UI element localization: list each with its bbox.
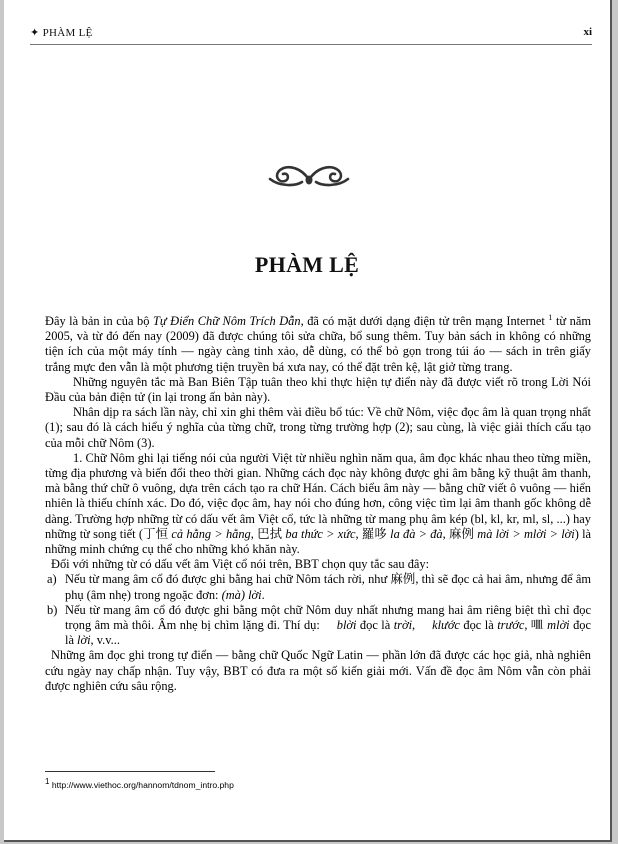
footnote-url[interactable]: http://www.viethoc.org/hannom/tdnom_intro.php (51, 780, 234, 790)
page-title: PHÀM LỆ (254, 252, 360, 277)
paragraph-closing: Những âm đọc ghi trong tự điển — bằng chữ Quốc Ngữ Latin — phần lớn đã được các học giả, nhà nghiên cứu ngày nay chấp nhận. Tuy vậy, BBT có đưa ra một số kiến giải mới. Vấn đề đọc âm Nôm vẫn còn phải được nghiên cứu sâu rộng. (45, 648, 591, 693)
running-header (30, 22, 592, 45)
list-item-b: b) Nếu từ mang âm cổ đó được ghi bằng một chữ Nôm duy nhất nhưng mang hai âm riêng biệt thì chỉ đọc trọng âm mà thôi. Âm nhẹ bị chìm lặng đi. Thí dụ: 𡗶 blời đọc là trời, 𨀈 klước đọc là trước, 𠰘 mlời đọc là lời, v.v... (47, 602, 591, 648)
fleuron-scroll-icon (266, 158, 352, 188)
footnote: $^1$ http://www.viethoc.org/hannom/tdnom_intro.php (45, 777, 234, 790)
paragraph-rules-intro: Đối với những từ có dấu vết âm Việt cổ nói trên, BBT chọn quy tắc sau đây: (51, 557, 430, 572)
paragraph-supplement: Nhân dịp ra sách lần này, chỉ xin ghi thêm vài điều bổ túc: Về chữ Nôm, việc đọc âm là quan trọng nhất (1); sau đó là cách hiểu ý nghĩa của từng chữ, trong từng trường hợp (2); sau cùng, là việc giải thích cấu tạo của mỗi chữ Nôm (3). (45, 405, 591, 450)
list-item-a: a) Nếu từ mang âm cổ đó được ghi bằng hai chữ Nôm tách rời, như 麻例, thì sẽ đọc cả hai âm, nhưng để âm phụ (âm nhẹ) trong ngoặc đơn: (mà) lời. (47, 572, 591, 602)
paragraph-point-1: 1. Chữ Nôm ghi lại tiếng nói của người Việt từ nhiều nghìn năm qua, âm đọc khác nhau theo từng miền, từng địa phương và biến đổi theo thời gian. Những cách đọc này không được ghi âm bằng kỹ thuật âm thanh, mà bằng thứ chữ ô vuông, dựa trên cách tạo ra chữ Hán. Cách biểu âm này — bằng chữ viết ô vuông — hiển nhiên là thiếu chính xác. Do đó, việc đọc âm, hay nói cho đúng hơn, công việc tìm lại âm thanh gốc không dễ dàng. Trường hợp những từ có dấu vết âm Việt cổ, tức là những từ mang phụ âm kép (bl, kl, kr, ml, sl, ...) hay những từ song tiết (丁恒 cả hằng > hằng, 巴拭 ba thức > xức, 羅哆 la đà > đà, 麻例 mà lời > mlời > lời) là những minh chứng cụ thể cho những khó khăn này. (45, 450, 592, 557)
paragraph-principles: Những nguyên tắc mà Ban Biên Tập tuân theo khi thực hiện tự điển này đã được viết rõ trong Lời Nói Đầu của bản điện tử (in lại trong ấn bản này). (45, 374, 591, 405)
footnote-divider (45, 771, 215, 772)
header-section-title: ✦ PHÀM LỆ (30, 27, 93, 39)
paragraph-intro: Đây là bản in của bộ Tự Điển Chữ Nôm Trích Dẫn, đã có mặt dưới dạng điện tử trên mạng Internet $^1$ từ năm 2005, và từ đó đến nay (2009) đã được chúng tôi sửa chữa, bổ sung thêm. Tuy bản sách in không có những tiện ích của một máy tính — ngày càng tinh xảo, dễ dùng, có thể bỏ gọn trong túi áo — sách in trên giấy trắng mực đen vẫn là một phương tiện truyền bá xưa nay, có thể đặt trên kệ, lật giở từng trang. (45, 312, 592, 374)
footnote-ref: 1 (548, 312, 553, 322)
page-number: xi (583, 26, 592, 38)
body-text (45, 314, 591, 694)
